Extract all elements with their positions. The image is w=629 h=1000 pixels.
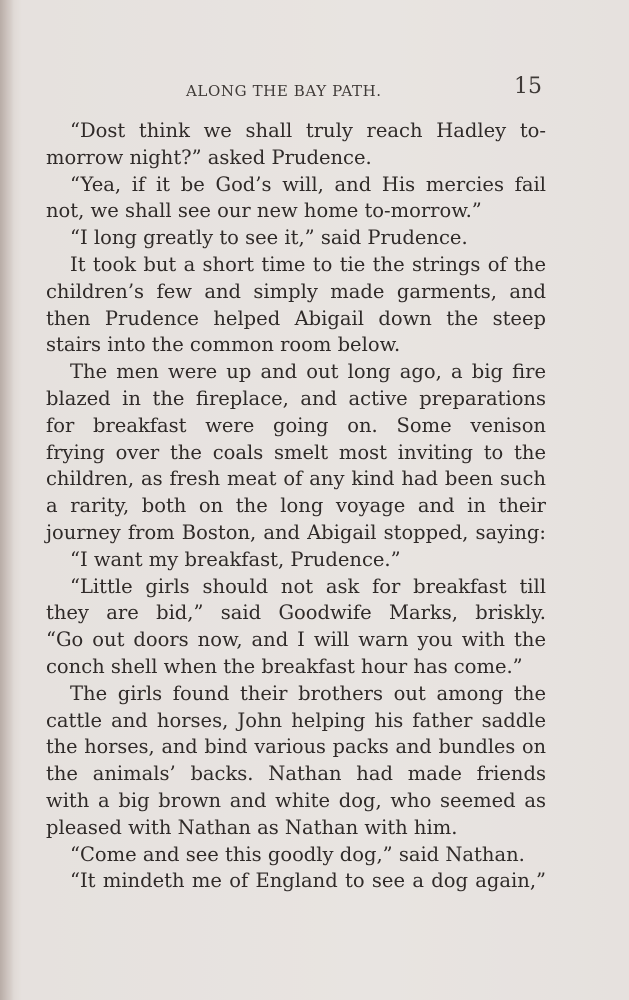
text-line: with a big brown and white dog, who seemed as	[46, 788, 546, 812]
text-line: for breakfast were going on. Some venison	[46, 413, 546, 437]
text-line: pleased with Nathan as Nathan with him.	[46, 815, 458, 839]
text-line: journey from Boston, and Abigail stopped, saying:	[46, 520, 546, 544]
text-line: morrow night?” asked Prudence.	[46, 145, 372, 169]
text-line: “Yea, if it be God’s will, and His mercies fail	[70, 172, 546, 196]
text-line: “I long greatly to see it,” said Prudence.	[70, 226, 468, 250]
text-line: “Dost think we shall truly reach Hadley to-	[70, 119, 546, 142]
text-line: The men were up and out long ago, a big fire	[70, 360, 546, 384]
text-line: children’s few and simply made garments, and	[46, 279, 546, 303]
text-line: the horses, and bind various packs and bundles on	[46, 735, 546, 759]
text-line: cattle and horses, John helping his father saddle	[46, 708, 546, 732]
text-line: “I want my breakfast, Prudence.”	[70, 547, 401, 571]
text-line: “Go out doors now, and I will warn you with the	[46, 628, 546, 652]
text-line: children, as fresh meat of any kind had been such	[46, 467, 546, 491]
running-head: ALONG THE BAY PATH.	[186, 82, 382, 100]
text-line: stairs into the common room below.	[46, 333, 401, 357]
page-gutter-shadow	[0, 0, 14, 1000]
text-line: The girls found their brothers out among the	[70, 681, 546, 705]
text-line: not, we shall see our new home to-morrow.”	[46, 199, 482, 223]
text-line: “Come and see this goodly dog,” said Nathan.	[70, 842, 525, 866]
text-line: then Prudence helped Abigail down the steep	[46, 306, 546, 330]
text-line: conch shell when the breakfast hour has come.”	[46, 654, 523, 678]
text-line: “Little girls should not ask for breakfast till	[70, 574, 546, 598]
page-header	[186, 74, 542, 104]
text-line: “It mindeth me of England to see a dog again,”	[70, 869, 546, 893]
page-number: 15	[514, 74, 542, 99]
text-line: a rarity, both on the long voyage and in their	[46, 494, 546, 518]
text-line: blazed in the fireplace, and active preparations	[46, 386, 546, 410]
text-line: It took but a short time to tie the strings of the	[70, 252, 546, 276]
text-line: frying over the coals smelt most inviting to the	[46, 440, 546, 464]
text-line: they are bid,” said Goodwife Marks, briskly.	[46, 601, 546, 625]
text-line: the animals’ backs. Nathan had made friends	[46, 762, 546, 786]
body-text	[46, 118, 546, 895]
